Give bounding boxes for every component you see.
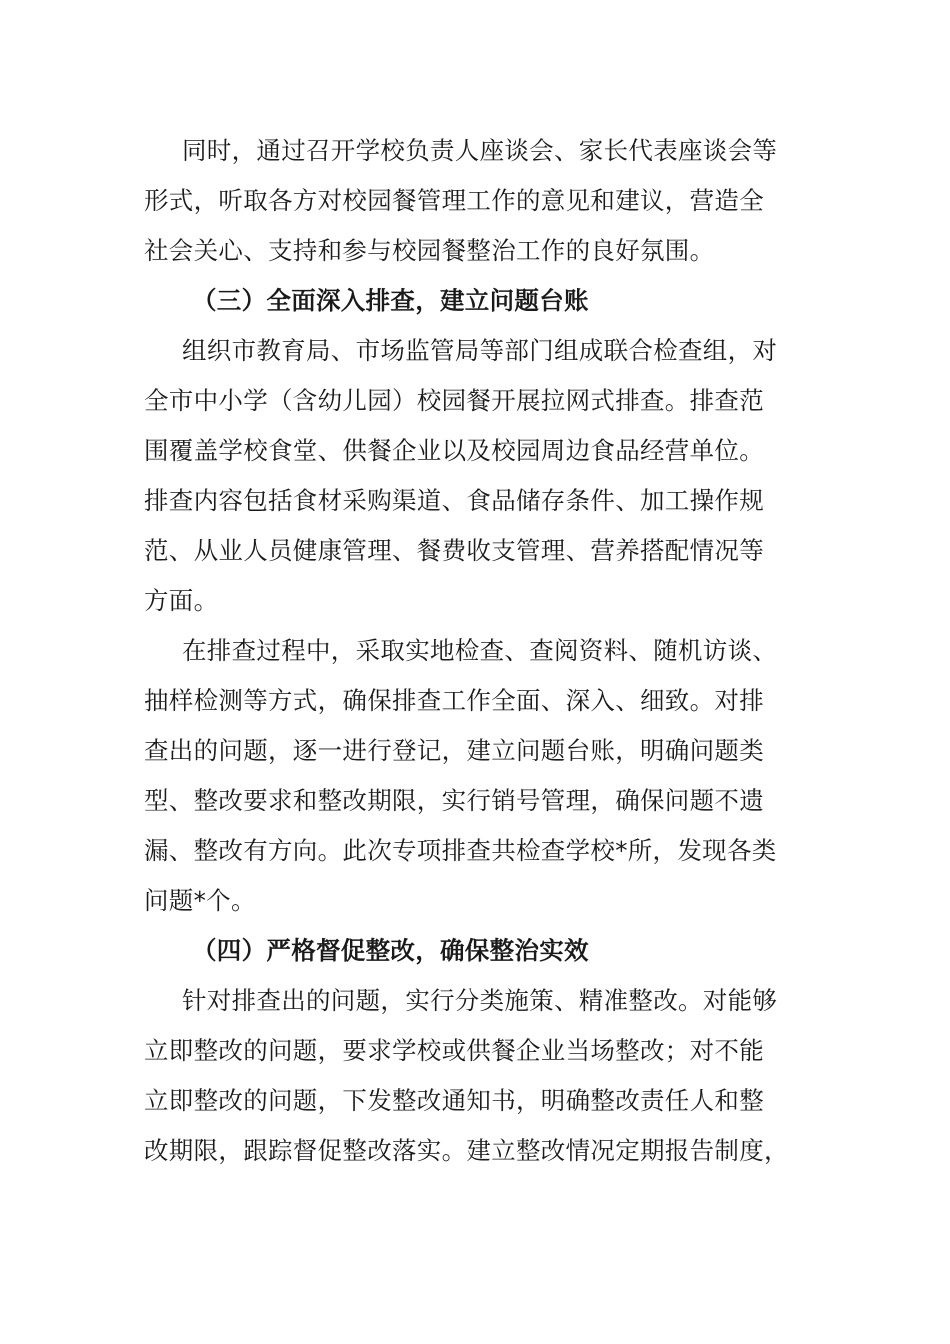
paragraph-line: 问题*个。 [144,886,256,915]
paragraph-line: 抽样检测等方式，确保排查工作全面、深入、细致。对排 [144,686,764,715]
paragraph-line: 组织市教育局、市场监管局等部门组成联合检查组，对 [182,336,778,365]
paragraph-line: 立即整改的问题，下发整改通知书，明确整改责任人和整 [144,1086,764,1115]
paragraph-line: 方面。 [144,586,219,615]
paragraph-line: 范、从业人员健康管理、餐费收支管理、营养搭配情况等 [144,536,764,565]
paragraph-line: 在排查过程中，采取实地检查、查阅资料、随机访谈、 [182,636,778,665]
paragraph-line: 排查内容包括食材采购渠道、食品储存条件、加工操作规 [144,486,764,515]
section-heading-4: （四）严格督促整改，确保整治实效 [192,936,589,965]
paragraph-line: 漏、整改有方向。此次专项排查共检查学校*所，发现各类 [144,836,777,865]
paragraph-line: 全市中小学（含幼儿园）校园餐开展拉网式排查。排查范 [144,386,764,415]
paragraph-line: 针对排查出的问题，实行分类施策、精准整改。对能够 [182,986,778,1015]
paragraph-line: 型、整改要求和整改期限，实行销号管理，确保问题不遗 [144,786,764,815]
paragraph-line: 围覆盖学校食堂、供餐企业以及校园周边食品经营单位。 [144,436,764,465]
paragraph-line: 社会关心、支持和参与校园餐整治工作的良好氛围。 [144,236,715,265]
paragraph-line: 改期限，跟踪督促整改落实。建立整改情况定期报告制度， [144,1136,789,1165]
document-body [144,126,806,1176]
section-heading-3: （三）全面深入排查，建立问题台账 [192,286,589,315]
paragraph-line: 查出的问题，逐一进行登记，建立问题台账，明确问题类 [144,736,764,765]
paragraph-line: 立即整改的问题，要求学校或供餐企业当场整改；对不能 [144,1036,764,1065]
paragraph-line: 同时，通过召开学校负责人座谈会、家长代表座谈会等 [182,136,778,165]
paragraph-line: 形式，听取各方对校园餐管理工作的意见和建议，营造全 [144,186,764,215]
